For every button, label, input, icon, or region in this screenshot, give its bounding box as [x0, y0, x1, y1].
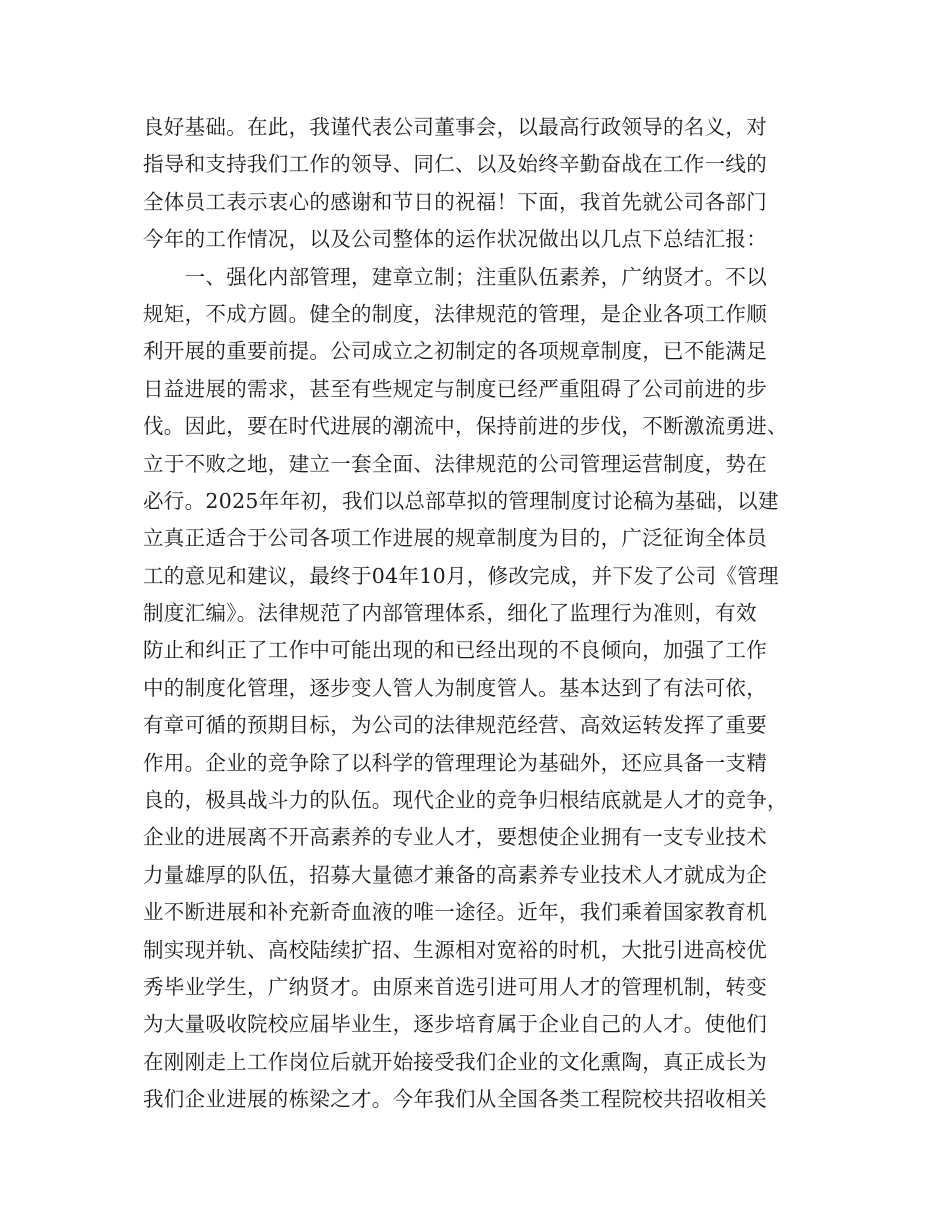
- text-line: 日益进展的需求，甚至有些规定与制度已经严重阻碍了公司前进的步: [143, 376, 767, 401]
- text-line: 业不断进展和补充新奇血液的唯一途径。近年，我们乘着国家教育机: [143, 900, 767, 925]
- text-line: 为大量吸收院校应届毕业生，逐步培育属于企业自己的人才。使他们: [143, 1012, 767, 1037]
- text-line: 防止和纠正了工作中可能出现的和已经出现的不良倾向，加强了工作: [143, 638, 767, 663]
- text-line: 今年的工作情况，以及公司整体的运作状况做出以几点下总结汇报：: [143, 227, 767, 252]
- text-line: 必行。2025年年初，我们以总部草拟的管理制度讨论稿为基础，以建: [143, 488, 779, 513]
- text-line: 制度汇编》。法律规范了内部管理体系，细化了监理行为准则，有效: [143, 601, 757, 626]
- text-line: 我们企业进展的栋梁之才。今年我们从全国各类工程院校共招收相关: [143, 1087, 767, 1112]
- text-line: 立真正适合于公司各项工作进展的规章制度为目的，广泛征询全体员: [143, 526, 767, 551]
- text-line: 伐。因此，要在时代进展的潮流中，保持前进的步伐，不断激流勇进、: [143, 414, 788, 439]
- text-line: 良好基础。在此，我谨代表公司董事会，以最高行政领导的名义，对: [143, 115, 767, 139]
- text-line: 良的，极具战斗力的队伍。现代企业的竞争归根结底就是人才的竞争，: [143, 788, 788, 813]
- text-line: 利开展的重要前提。公司成立之初制定的各项规章制度，已不能满足: [143, 339, 767, 364]
- text-line: 立于不败之地，建立一套全面、法律规范的公司管理运营制度，势在: [143, 451, 767, 476]
- text-line: 作用。企业的竞争除了以科学的管理理论为基础外，还应具备一支精: [143, 750, 767, 775]
- section-heading-line: 一、强化内部管理，建章立制；注重队伍素养，广纳贤才。不以: [143, 264, 767, 289]
- text-line: 有章可循的预期目标，为公司的法律规范经营、高效运转发挥了重要: [143, 713, 767, 738]
- text-line: 秀毕业学生，广纳贤才。由原来首选引进可用人才的管理机制，转变: [143, 974, 767, 999]
- text-line: 全体员工表示衷心的感谢和节日的祝福！下面，我首先就公司各部门: [143, 189, 767, 214]
- text-line: 指导和支持我们工作的领导、同仁、以及始终辛勤奋战在工作一线的: [143, 152, 767, 177]
- text-line: 制实现并轨、高校陆续扩招、生源相对宽裕的时机，大批引进高校优: [143, 937, 767, 962]
- text-line: 规矩，不成方圆。健全的制度，法律规范的管理，是企业各项工作顺: [143, 301, 767, 326]
- text-line: 在刚刚走上工作岗位后就开始接受我们企业的文化熏陶，真正成长为: [143, 1049, 767, 1074]
- text-line: 力量雄厚的队伍，招募大量德才兼备的高素养专业技术人才就成为企: [143, 862, 767, 887]
- body-text: [143, 109, 823, 1119]
- text-line: 企业的进展离不开高素养的专业人才，要想使企业拥有一支专业技术: [143, 825, 767, 850]
- text-line: 工的意见和建议，最终于04年10月，修改完成，并下发了公司《管理: [143, 563, 779, 588]
- text-line: 中的制度化管理，逐步变人管人为制度管人。基本达到了有法可依，: [143, 675, 767, 700]
